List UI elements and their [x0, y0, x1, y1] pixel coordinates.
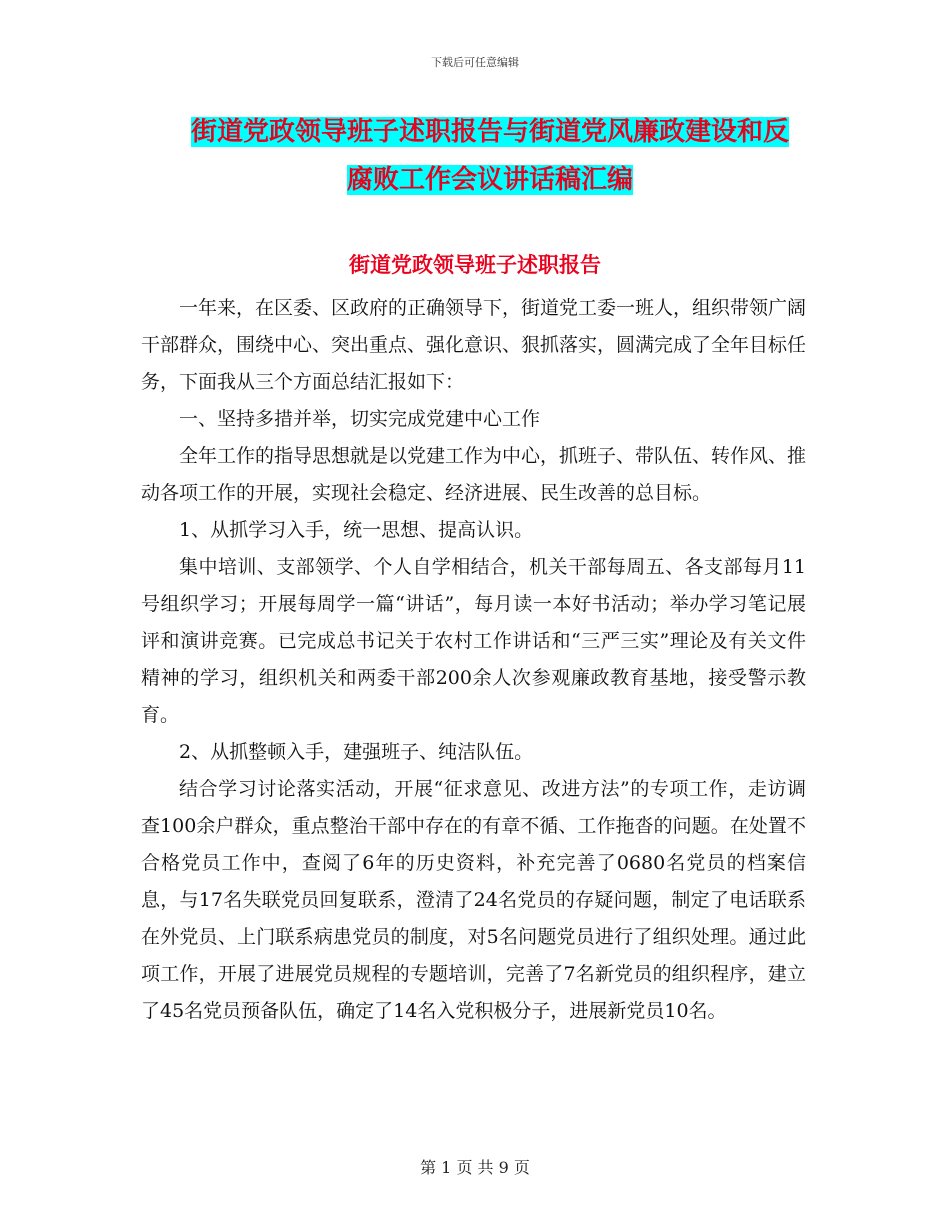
paragraph: 一、坚持多措并举，切实完成党建中心工作: [179, 408, 541, 430]
document-title-line-1: 街道党政领导班子述职报告与街道党风廉政建设和反: [190, 117, 789, 147]
paragraph: 1、从抓学习入手，统一思想、提高认识。: [179, 519, 534, 541]
paragraph: 全年工作的指导思想就是以党建工作为中心，抓班子、带队伍、转作风、推动各项工作的开展，实现社会稳定、经济进展、民生改善的总目标。: [141, 445, 807, 504]
document-title-line-2: 腐败工作会议讲话稿汇编: [346, 165, 633, 195]
page-number: 第 1 页 共 9 页: [420, 1158, 530, 1177]
header-note: 下载后可任意编辑: [431, 56, 519, 69]
paragraph: 结合学习讨论落实活动，开展“征求意见、改进方法”的专项工作，走访调查100余户群众，重点整治干部中存在的有章不循、工作拖沓的问题。在处置不合格党员工作中，查阅了6年的历史资料，补充完善了0680名党员的档案信息，与17名失联党员回复联系，澄清了24名党员的存疑问题，制定了电话联系在外党员、上门联系病患党员的制度，对5名问题党员进行了组织处理。通过此项工作，开展了进展党员规程的专题培训，完善了7名新党员的组织程序，建立了45名党员预备队伍，确定了14名入党积极分子，进展新党员10名。: [141, 778, 806, 1022]
document-title: [150, 108, 830, 204]
body-text: [141, 290, 806, 1030]
paragraph: 2、从抓整顿入手，建强班子、纯洁队伍。: [179, 741, 534, 763]
paragraph: 集中培训、支部领学、个人自学相结合，机关干部每周五、各支部每月11号组织学习；开展每周学一篇“讲话”，每月读一本好书活动；举办学习笔记展评和演讲竞赛。已完成总书记关于农村工作讲话和“三严三实”理论及有关文件精神的学习，组织机关和两委干部200余人次参观廉政教育基地，接受警示教育。: [141, 556, 806, 726]
section-title: 街道党政领导班子述职报告: [349, 252, 601, 277]
paragraph: 一年来，在区委、区政府的正确领导下，街道党工委一班人，组织带领广阔干部群众，围绕中心、突出重点、强化意识、狠抓落实，圆满完成了全年目标任务，下面我从三个方面总结汇报如下：: [141, 297, 807, 393]
